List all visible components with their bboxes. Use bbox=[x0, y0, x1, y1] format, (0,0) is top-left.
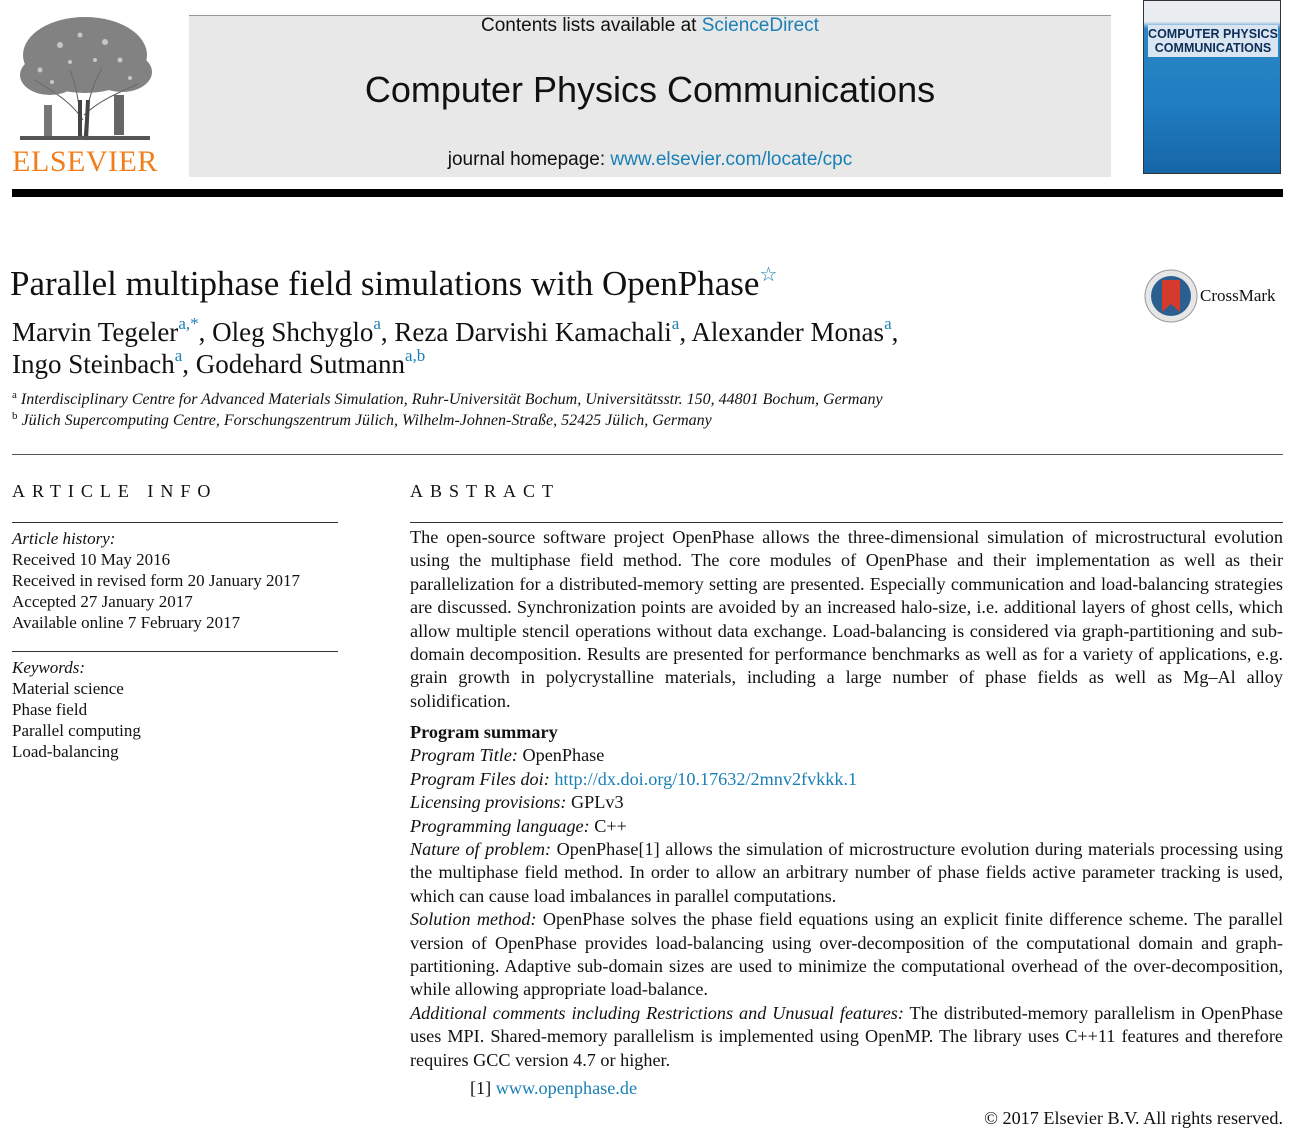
footnote bbox=[470, 1078, 637, 1099]
field-label: Programming language: bbox=[410, 815, 590, 836]
keyword-item: Load-balancing bbox=[12, 742, 119, 761]
article-info-rule bbox=[12, 522, 338, 523]
author-sep: , bbox=[198, 317, 213, 347]
keyword-item: Phase field bbox=[12, 700, 88, 719]
accepted-date: Accepted 27 January 2017 bbox=[12, 592, 193, 611]
author-name[interactable]: Godehard Sutmann bbox=[195, 349, 405, 379]
program-doi-row bbox=[410, 768, 1283, 791]
abstract-rule bbox=[410, 522, 1283, 523]
online-date: Available online 7 February 2017 bbox=[12, 613, 241, 632]
contents-prefix: Contents lists available at bbox=[481, 15, 702, 36]
author-sep: , bbox=[380, 317, 395, 347]
solution-row bbox=[410, 908, 1283, 1002]
openphase-website-link[interactable]: www.openphase.de bbox=[495, 1078, 638, 1098]
journal-homepage-link[interactable]: www.elsevier.com/locate/cpc bbox=[610, 149, 853, 170]
author-affil-sup[interactable]: a bbox=[174, 346, 183, 365]
keyword-item: Parallel computing bbox=[12, 721, 141, 740]
author-name[interactable]: Alexander Monas bbox=[691, 317, 885, 347]
author-affil-sup[interactable]: a bbox=[373, 314, 381, 333]
revised-date: Received in revised form 20 January 2017 bbox=[12, 571, 300, 590]
affiliation-b bbox=[12, 410, 712, 430]
homepage-line bbox=[189, 149, 1111, 171]
title-rule bbox=[12, 454, 1283, 455]
author-name[interactable]: Marvin Tegeler bbox=[12, 317, 179, 347]
comments-row bbox=[410, 1002, 1283, 1072]
author-sep: , bbox=[182, 349, 196, 379]
article-title-text: Parallel multiphase field simulations with OpenPhase bbox=[10, 264, 760, 303]
keywords-label: Keywords: bbox=[12, 658, 86, 677]
affiliation-key: a bbox=[12, 389, 17, 401]
footnote-ref: [1] bbox=[470, 1078, 496, 1098]
author-name[interactable]: Ingo Steinbach bbox=[12, 349, 175, 379]
keyword-item: Material science bbox=[12, 679, 124, 698]
author-affil-sup[interactable]: a,* bbox=[178, 314, 199, 333]
header-rule bbox=[12, 189, 1283, 197]
field-label: Program Title: bbox=[410, 745, 518, 766]
author-sep: , bbox=[679, 317, 692, 347]
affiliation-text: Jülich Supercomputing Centre, Forschungszentrum Jülich, Wilhelm-Johnen-Straße, 52425 Jülich, Germany bbox=[21, 412, 712, 429]
cover-title-line2: COMMUNICATIONS bbox=[1154, 41, 1272, 55]
publisher-name: ELSEVIER bbox=[12, 145, 158, 178]
field-value: The distributed-memory parallelism in OpenPhase uses MPI. Shared-memory parallelism is implemented using OpenMP. The library uses C++11 features and therefore requires GCC version 4.7 or higher. bbox=[410, 1002, 1283, 1070]
cover-title bbox=[1148, 25, 1278, 57]
title-footnote-star-icon[interactable]: ☆ bbox=[759, 264, 778, 286]
program-summary-heading: Program summary bbox=[410, 722, 558, 742]
author-name[interactable]: Reza Darvishi Kamachali bbox=[394, 317, 672, 347]
history-label: Article history: bbox=[12, 529, 116, 548]
crossmark-label[interactable]: CrossMark bbox=[1200, 286, 1276, 305]
copyright-notice: © 2017 Elsevier B.V. All rights reserved. bbox=[984, 1108, 1283, 1128]
program-title-row bbox=[410, 744, 1283, 767]
field-value: OpenPhase solves the phase field equations using an explicit finite difference scheme. The parallel version of OpenPhase provides load-balancing using over-decomposition of the computational domain and graph-partitioning. Adaptive sub-domain sizes are used to minimize the computational overhead of the over-decomposition, while allowing appropriate load-balance. bbox=[410, 909, 1284, 1000]
cover-title-line1: COMPUTER PHYSICS bbox=[1148, 27, 1278, 41]
affiliation-a bbox=[12, 389, 883, 409]
field-label: Program Files doi: bbox=[410, 768, 550, 789]
homepage-prefix: journal homepage: bbox=[447, 149, 611, 170]
author-affil-sup[interactable]: a bbox=[671, 314, 680, 333]
authors-line-1 bbox=[12, 314, 898, 348]
abstract-text: The open-source software project OpenPhase allows the three-dimensional simulation of microstructural evolution using the multiphase field method. The core modules of OpenPhase and their implementation as well as their parallelization for a distributed-memory setting are presented. Especially communication and load-balancing strategies are discussed. Synchronization points are avoided by an increased halo-size, i.e. additional layers of ghost cells, which allow multiple stencil operations without data exchange. Load-balancing is considered via graph-partitioning and sub-domain decomposition. Results are presented for performance benchmarks as well as for a variety of applications, e.g. grain growth in polycrystalline materials, including a large number of phase fields as well as Mg–Al alloy solidification. bbox=[410, 527, 1283, 711]
keywords-rule bbox=[12, 651, 338, 652]
field-label: Additional comments including Restrictions and Unusual features: bbox=[410, 1002, 904, 1023]
abstract-heading: ABSTRACT bbox=[410, 481, 561, 501]
article-title bbox=[10, 262, 777, 304]
field-label: Solution method: bbox=[410, 909, 537, 930]
field-label: Licensing provisions: bbox=[410, 792, 567, 813]
author-sep: , bbox=[891, 317, 899, 347]
sciencedirect-link[interactable]: ScienceDirect bbox=[701, 15, 819, 36]
licensing-row bbox=[410, 791, 1283, 814]
author-affil-sup[interactable]: a,b bbox=[404, 346, 426, 365]
journal-cover-image bbox=[1143, 0, 1281, 174]
affiliation-key: b bbox=[12, 410, 18, 422]
contents-line bbox=[189, 15, 1111, 37]
field-value: OpenPhase[1] allows the simulation of microstructure evolution during materials processing using the multiphase field method. In order to allow an arbitrary number of phase fields active parameter tracking is used, which can cause load imbalances in parallel computations. bbox=[410, 839, 1283, 906]
field-value: OpenPhase bbox=[517, 745, 605, 766]
nature-row bbox=[410, 838, 1283, 908]
field-value: GPLv3 bbox=[566, 792, 624, 813]
article-info-heading: ARTICLE INFO bbox=[12, 481, 218, 501]
authors-line-2 bbox=[12, 346, 425, 380]
journal-title: Computer Physics Communications bbox=[364, 69, 936, 110]
field-label: Nature of problem: bbox=[410, 839, 552, 860]
affiliation-text: Interdisciplinary Centre for Advanced Materials Simulation, Ruhr-Universität Bochum, Universitätsstr. 150, 44801 Bochum, Germany bbox=[20, 391, 883, 408]
language-row bbox=[410, 815, 1283, 838]
author-name[interactable]: Oleg Shchyglo bbox=[212, 317, 374, 347]
program-summary bbox=[410, 721, 1283, 1072]
received-date: Received 10 May 2016 bbox=[12, 550, 171, 569]
field-value: C++ bbox=[589, 815, 627, 836]
author-affil-sup[interactable]: a bbox=[884, 314, 892, 333]
program-doi-link[interactable]: http://dx.doi.org/10.17632/2mnv2fvkkk.1 bbox=[554, 768, 858, 789]
